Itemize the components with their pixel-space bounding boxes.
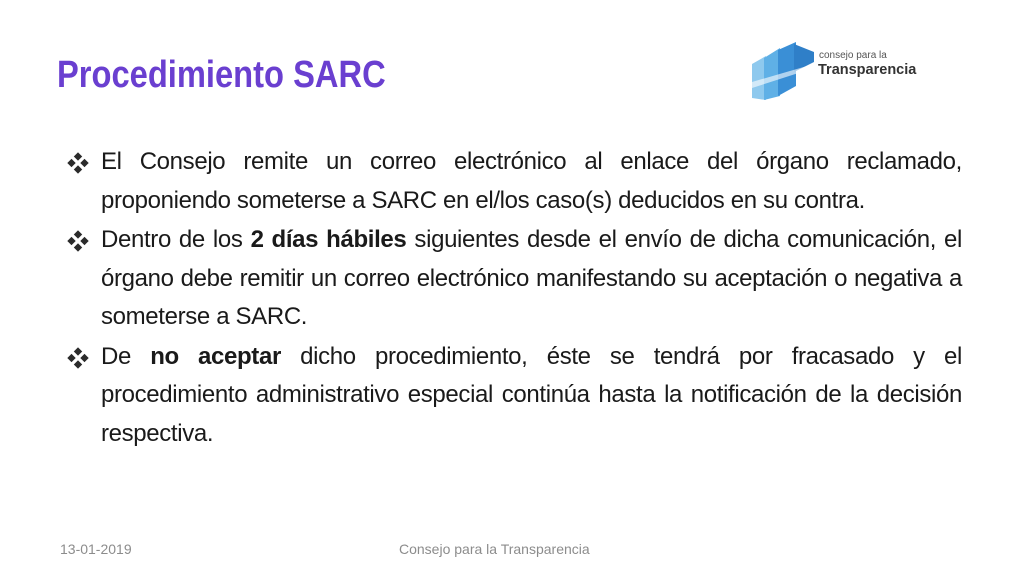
diamond-bullet-icon bbox=[66, 346, 90, 370]
footer-date: 13-01-2019 bbox=[60, 541, 132, 557]
bullet-item bbox=[66, 221, 962, 337]
diamond-bullet-icon bbox=[66, 151, 90, 175]
bullet-text: Dentro de los 2 días hábiles siguientes desde el envío de dicha comunicación, el órgano debe remitir un correo electrónico manifestando su aceptación o negativa a someterse a SARC. bbox=[101, 226, 963, 330]
emphasis-text: no aceptar bbox=[150, 342, 281, 370]
logo-text-line2: Transparencia bbox=[818, 62, 917, 78]
footer-organization: Consejo para la Transparencia bbox=[399, 541, 590, 557]
logo-text-line1: consejo para la bbox=[819, 50, 887, 61]
slide-title: Procedimiento SARC bbox=[57, 54, 386, 96]
emphasis-text: 2 días hábiles bbox=[250, 226, 407, 253]
bullet-item bbox=[66, 338, 962, 454]
diamond-bullet-icon bbox=[66, 229, 90, 253]
bullet-list bbox=[66, 143, 962, 454]
bullet-item bbox=[66, 143, 962, 220]
logo-mark-icon bbox=[752, 42, 822, 100]
consejo-transparencia-logo bbox=[752, 42, 952, 100]
bullet-text: De no aceptar dicho procedimiento, éste se tendrá por fracasado y el procedimiento administrativo especial continúa hasta la notificación de la decisión respectiva. bbox=[101, 342, 962, 447]
bullet-text: El Consejo remite un correo electrónico al enlace del órgano reclamado, proponiendo someterse a SARC en el/los caso(s) deducidos en su contra. bbox=[101, 148, 962, 214]
